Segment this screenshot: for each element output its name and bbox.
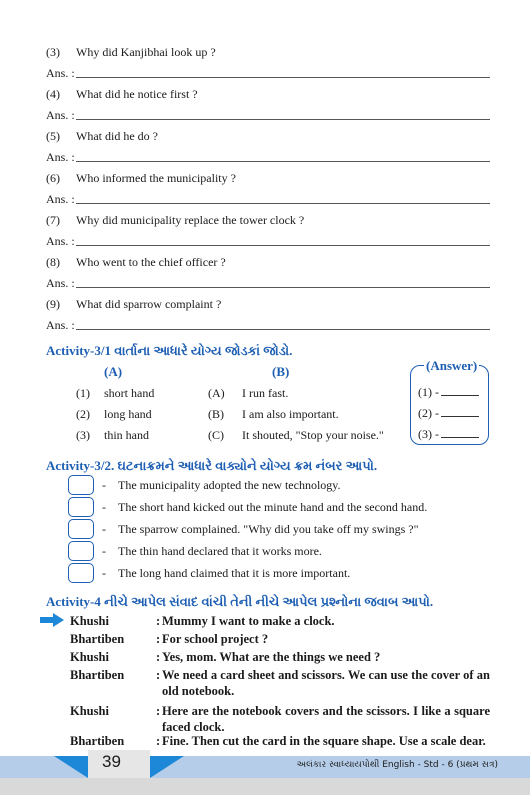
question-9: (9) What did sparrow complaint ? xyxy=(46,297,222,311)
dialogue-line-3: Khushi : Yes, mom. What are the things we need ? xyxy=(70,650,381,664)
arrow-right-icon xyxy=(40,613,64,627)
activity-4-title: Activity-4 નીચે આપેલ સંવાદ વાંચી તેની નીચે આપેલ પ્રશ્નોના જવાબ આપો. xyxy=(46,594,434,609)
answer-line-7[interactable]: Ans. : xyxy=(46,233,490,249)
dialogue-line-6: Bhartiben : Fine. Then cut the card in the square shape. Use a scale dear. xyxy=(70,734,486,748)
answer-line-8[interactable]: Ans. : xyxy=(46,275,490,291)
column-a-header: (A) xyxy=(104,364,123,379)
page-number: 39 xyxy=(102,752,121,771)
match-row-1: (1) short hand (A) I run fast. xyxy=(76,386,289,400)
answer-line-6[interactable]: Ans. : xyxy=(46,191,490,207)
question-7: (7) Why did municipality replace the tower clock ? xyxy=(46,213,305,227)
order-number-box-2[interactable] xyxy=(68,497,94,517)
footer-book-title: અલંકાર સ્વાધ્યાયપોથી English - Std - 6 (પ્રથમ સત્ર) xyxy=(296,760,498,770)
answer-line-5[interactable]: Ans. : xyxy=(46,149,490,165)
activity-3-1-title: Activity-3/1 વાર્તાના આધારે યોગ્ય જોડકાં જોડો. xyxy=(46,343,293,358)
question-8: (8) Who went to the chief officer ? xyxy=(46,255,226,269)
activity-3-2-title: Activity-3/2. ઘટનાક્રમને આધારે વાક્યોને યોગ્ય ક્રમ નંબર આપો. xyxy=(46,458,378,473)
question-4: (4) What did he notice first ? xyxy=(46,87,198,101)
question-5: (5) What did he do ? xyxy=(46,129,158,143)
order-number-box-5[interactable] xyxy=(68,563,94,583)
dialogue-line-5: Khushi : Here are the notebook covers and the scissors. I like a square faced clock. xyxy=(70,704,490,734)
dialogue-line-1: Khushi : Mummy I want to make a clock. xyxy=(70,614,335,628)
question-3: (3) Why did Kanjibhai look up ? xyxy=(46,45,216,59)
answer-slot-2[interactable]: (2) - xyxy=(418,406,479,421)
column-b-header: (B) xyxy=(272,364,290,379)
order-number-box-4[interactable] xyxy=(68,541,94,561)
dialogue-line-4: Bhartiben : We need a card sheet and scissors. We can use the cover of an old notebook. xyxy=(70,668,490,698)
footer-bottom-strip xyxy=(0,778,530,795)
order-number-box-3[interactable] xyxy=(68,519,94,539)
question-6: (6) Who informed the municipality ? xyxy=(46,171,236,185)
match-row-3: (3) thin hand (C) It shouted, "Stop your noise." xyxy=(76,428,384,442)
answer-line-3[interactable]: Ans. : xyxy=(46,65,490,81)
answer-box-title: (Answer) xyxy=(426,358,478,373)
answer-slot-1[interactable]: (1) - xyxy=(418,385,479,400)
match-row-2: (2) long hand (B) I am also important. xyxy=(76,407,339,421)
answer-line-4[interactable]: Ans. : xyxy=(46,107,490,123)
dialogue-line-2: Bhartiben : For school project ? xyxy=(70,632,269,646)
answer-line-9[interactable]: Ans. : xyxy=(46,317,490,333)
answer-slot-3[interactable]: (3) - xyxy=(418,427,479,442)
order-number-box-1[interactable] xyxy=(68,475,94,495)
